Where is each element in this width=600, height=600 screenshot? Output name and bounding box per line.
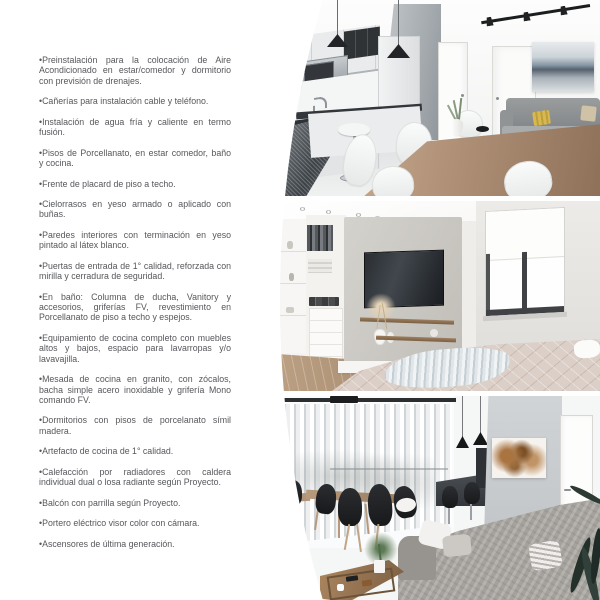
rail-box <box>330 396 358 403</box>
feature-item: •Cañerías para instalación cable y teléfono. <box>39 96 209 107</box>
feature-item: •Pisos de Porcellanato, en estar comedor, baño y cocina. <box>39 147 231 168</box>
abstract-art-rust <box>492 438 546 478</box>
abstract-art-blue <box>532 42 594 92</box>
niche-shelf-line <box>280 251 306 252</box>
features-list <box>39 55 231 560</box>
photo-kitchen-dining <box>280 0 600 196</box>
photo-living-room <box>280 396 600 600</box>
feature-item: •Ascensores de última generación. <box>39 538 175 549</box>
feature-item: •Instalación de agua fría y caliente en termo fusión. <box>39 116 231 138</box>
feature-item: •Cielorrasos en yeso armado o aplicado con buñas. <box>39 199 231 220</box>
feature-item: •Equipamiento de cocina completo con muebles altos y bajos, espacio para lavarropas y/o lavavajilla. <box>39 333 231 364</box>
window-jamb <box>486 254 490 316</box>
books-row <box>307 225 333 251</box>
track-light-rail <box>481 4 590 24</box>
ceiling-spotlight <box>300 207 305 211</box>
pendant-cord <box>337 0 338 36</box>
niche-shelf-line <box>280 283 306 284</box>
deco-sphere <box>430 329 438 337</box>
feature-item: •En baño: Columna de ducha, Vanitory y accesorios, griferías FV, revestimiento en Porcellanato de piso a techo y espejos. <box>39 291 231 323</box>
photo-column <box>280 0 600 600</box>
photo-bedroom-tv <box>280 201 600 391</box>
faucet <box>314 96 327 110</box>
feature-item: •Artefacto de cocina de 1° calidad. <box>39 446 174 457</box>
ceiling-spotlight <box>326 210 331 214</box>
shelf-niche <box>280 219 307 353</box>
stool-leg <box>470 504 472 520</box>
closet-door <box>309 308 343 361</box>
deco-letter-boxes <box>309 297 339 306</box>
door-left-handle <box>461 94 464 97</box>
white-mug <box>337 584 344 591</box>
bed-pillow <box>573 339 600 359</box>
black-bowl <box>476 126 489 132</box>
door-handle <box>564 489 571 491</box>
feature-item: •Mesada de cocina en granito, con zócalos, bacha simple acero inoxidable y grifería Mono comando FV. <box>39 374 231 405</box>
niche-vase <box>289 273 294 281</box>
niche-shelf-line <box>280 315 306 316</box>
door-right-handle <box>496 97 499 100</box>
feature-item: •Paredes interiores con terminación en yeso pintado al látex blanco. <box>39 230 231 251</box>
window-mullion <box>522 252 527 314</box>
stool-leg <box>448 508 450 524</box>
open-shelf-cubbies <box>344 27 380 60</box>
sofa-pillow-gray <box>442 534 472 558</box>
feature-item: •Portero eléctrico visor color con cámara. <box>39 518 200 529</box>
pampas-grass <box>366 293 396 321</box>
folded-linens <box>308 259 332 273</box>
pendant-cord <box>480 396 481 433</box>
niche-object <box>286 307 294 313</box>
dining-chair-black <box>284 480 302 506</box>
pendant-lamp <box>456 436 469 448</box>
bar-stool-black <box>464 482 480 504</box>
niche-vase <box>287 241 293 249</box>
feature-item: •Frente de placard de piso a techo. <box>39 178 176 189</box>
sofa-pillow-striped <box>528 540 563 572</box>
partition-side-face <box>462 221 476 367</box>
feature-item: •Balcón con parrilla según Proyecto. <box>39 497 181 508</box>
pendant-lamp <box>473 432 488 445</box>
feature-item: •Dormitorios con pisos de porcelanato símil madera. <box>39 415 231 436</box>
tall-dark-unit <box>476 448 487 488</box>
feature-item: •Puertas de entrada de 1° calidad, reforzada con mirilla y cerradura de seguridad. <box>39 260 231 282</box>
pendant-cord <box>398 0 399 46</box>
dining-chair-black <box>338 488 362 526</box>
pendant-cord <box>462 396 463 438</box>
feature-item: •Calefacción por radiadores con caldera individual dual o losa radiante según Proyecto. <box>39 466 231 488</box>
plant-pot-white <box>374 560 385 573</box>
curtain-rail <box>280 398 456 402</box>
feature-item: •Preinstalación para la colocación de Aire Acondicionado en estar/comedor y dormitorio con previsión de drenajes. <box>39 55 231 86</box>
bar-stool-black <box>442 486 458 508</box>
window <box>485 207 565 317</box>
beige-pillow <box>580 105 596 121</box>
yellow-pillow <box>532 110 551 126</box>
balcony-railing <box>330 468 448 470</box>
